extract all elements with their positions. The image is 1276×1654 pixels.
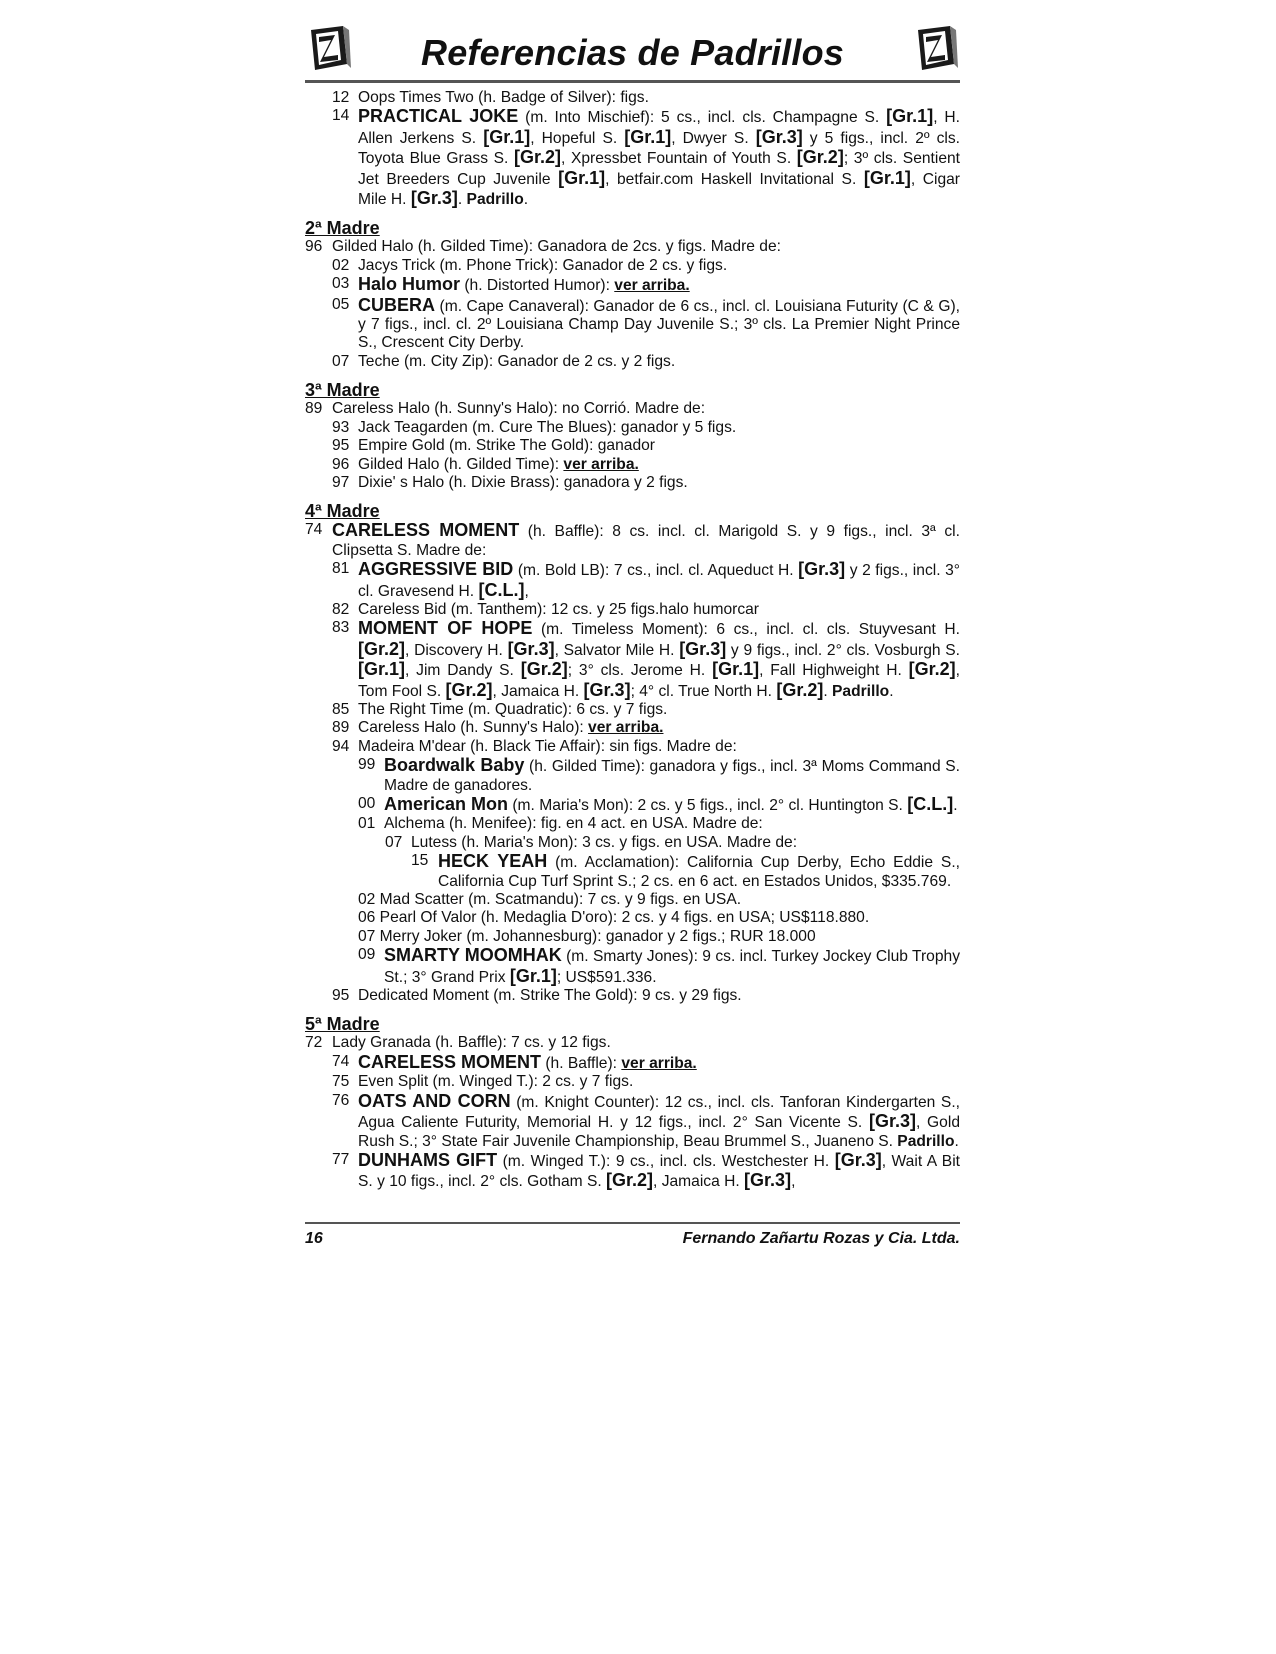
list-item: 75 Even Split (m. Winged T.): 2 cs. y 7 figs. xyxy=(332,1073,634,1091)
list-item: 76 OATS AND CORN (m. Knight Counter): 12 cs., incl. cls. Tanforan Kindergarten S., Agua Caliente Futurity, Memorial H. y 12 figs., incl. 2° San Vicente S. [Gr.3], Gold Rush S.; 3° State Fair Juvenile Championship, Beau Brummel S., Juaneno S. Padrillo. xyxy=(332,1090,960,1150)
list-item: 85 The Right Time (m. Quadratic): 6 cs. y 7 figs. xyxy=(332,700,668,718)
list-item: 15 HECK YEAH (m. Acclamation): California Cup Derby, Echo Eddie S., California Cup Turf Sprint S.; 2 cs. en 6 act. en Estados Unidos, $335.769. xyxy=(411,851,960,890)
page xyxy=(305,20,960,1192)
list-item: 07 Teche (m. City Zip): Ganador de 2 cs. y 2 figs. xyxy=(332,352,676,370)
list-item: 96 Gilded Halo (h. Gilded Time): Ganadora de 2cs. y figs. Madre de: xyxy=(305,238,781,256)
list-item: 81 AGGRESSIVE BID (m. Bold LB): 7 cs., incl. cl. Aqueduct H. [Gr.3] y 2 figs., incl. 3° cl. Gravesend H. [C.L.], xyxy=(332,559,961,600)
section-heading: 2ª Madre xyxy=(305,218,380,239)
list-item: 77 DUNHAMS GIFT (m. Winged T.): 9 cs., incl. cls. Westchester H. [Gr.3], Wait A Bit S. y 10 figs., incl. 2° cls. Gotham S. [Gr.2], Jamaica H. [Gr.3], xyxy=(332,1149,960,1191)
list-item: 94 Madeira M'dear (h. Black Tie Affair): sin figs. Madre de: xyxy=(332,737,737,755)
company-name: Fernando Zañartu Rozas y Cia. Ltda. xyxy=(682,1230,960,1247)
list-item: 02 Jacys Trick (m. Phone Trick): Ganador de 2 cs. y figs. xyxy=(332,256,728,274)
pedigree-content xyxy=(305,83,960,1192)
list-item: 06 Pearl Of Valor (h. Medaglia D'oro): 2 cs. y 4 figs. en USA; US$118.880. xyxy=(358,909,870,927)
list-item: 99 Boardwalk Baby (h. Gilded Time): ganadora y figs., incl. 3ª Moms Command S. Madre de ganadores. xyxy=(358,755,961,794)
page-header xyxy=(305,20,960,83)
list-item: 01 Alchema (h. Menifee): fig. en 4 act. en USA. Madre de: xyxy=(358,815,763,833)
list-item: 72 Lady Granada (h. Baffle): 7 cs. y 12 figs. xyxy=(305,1034,611,1052)
list-item: 07 Lutess (h. Maria's Mon): 3 cs. y figs. en USA. Madre de: xyxy=(385,833,798,851)
list-item: 82 Careless Bid (m. Tanthem): 12 cs. y 25 figs.halo humorcar xyxy=(332,600,759,618)
page-title: Referencias de Padrillos xyxy=(421,32,844,73)
list-item: 00 American Mon (m. Maria's Mon): 2 cs. y 5 figs., incl. 2° cl. Huntington S. [C.L.]. xyxy=(358,794,958,814)
list-item: 97 Dixie' s Halo (h. Dixie Brass): ganadora y 2 figs. xyxy=(332,473,688,491)
list-item: 03 Halo Humor (h. Distorted Humor): ver arriba. xyxy=(332,274,690,295)
list-item: 74 CARELESS MOMENT (h. Baffle): 8 cs. incl. cl. Marigold S. y 9 figs., incl. 3ª cl. Clipsetta S. Madre de: xyxy=(305,520,960,559)
list-item: 74 CARELESS MOMENT (h. Baffle): ver arriba. xyxy=(332,1051,697,1072)
list-item: 09 SMARTY MOOMHAK (m. Smarty Jones): 9 cs. incl. Turkey Jockey Club Trophy St.; 3° Grand Prix [Gr.1]; US$591.336. xyxy=(358,945,960,986)
brand-logo-icon xyxy=(914,24,958,72)
list-item: 96 Gilded Halo (h. Gilded Time): ver arriba. xyxy=(332,455,639,473)
list-item: 02 Mad Scatter (m. Scatmandu): 7 cs. y 9 figs. en USA. xyxy=(358,891,742,909)
list-item: 95 Empire Gold (m. Strike The Gold): ganador xyxy=(332,437,655,455)
list-item: 95 Dedicated Moment (m. Strike The Gold): 9 cs. y 29 figs. xyxy=(332,987,742,1005)
list-item: 12 Oops Times Two (h. Badge of Silver): figs. xyxy=(332,89,649,106)
list-item: 93 Jack Teagarden (m. Cure The Blues): ganador y 5 figs. xyxy=(332,418,737,436)
page-footer xyxy=(305,1222,960,1252)
list-item: 07 Merry Joker (m. Johannesburg): ganador y 2 figs.; RUR 18.000 xyxy=(358,927,816,945)
section-heading: 5ª Madre xyxy=(305,1014,380,1035)
list-item: 89 Careless Halo (h. Sunny's Halo): ver arriba. xyxy=(332,719,664,737)
list-item: 05 CUBERA (m. Cape Canaveral): Ganador de 6 cs., incl. cl. Louisiana Futurity (C & G), y 7 figs., incl. cl. 2º Louisiana Champ Day Juvenile S.; 3º cls. La Premier Night Prince S., Crescent City Derby. xyxy=(332,294,960,352)
section-heading: 3ª Madre xyxy=(305,380,380,401)
list-item: 83 MOMENT OF HOPE (m. Timeless Moment): 6 cs., incl. cl. cls. Stuyvesant H. [Gr.2], Discovery H. [Gr.3], Salvator Mile H. [Gr.3] y 9 figs., incl. 2° cls. Vosburgh S. [Gr.1], Jim Dandy S. [Gr.2]; 3° cls. Jerome H. [Gr.1], Fall Highweight H. [Gr.2], Tom Fool S. [Gr.2], Jamaica H. [Gr.3]; 4° cl. True North H. [Gr.2]. Padrillo. xyxy=(332,618,961,700)
list-item: 14 PRACTICAL JOKE (m. Into Mischief): 5 cs., incl. cls. Champagne S. [Gr.1], H. Allen Jerkens S. [Gr.1], Hopeful S. [Gr.1], Dwyer S. [Gr.3] y 5 figs., incl. 2º cls. Toyota Blue Grass S. [Gr.2], Xpressbet Fountain of Youth S. [Gr.2]; 3º cls. Sentient Jet Breeders Cup Juvenile [Gr.1], betfair.com Haskell Invitational S. [Gr.1], Cigar Mile H. [Gr.3]. Padrillo. xyxy=(332,106,961,209)
page-number: 16 xyxy=(305,1230,323,1247)
section-heading: 4ª Madre xyxy=(305,501,380,522)
list-item: 89 Careless Halo (h. Sunny's Halo): no Corrió. Madre de: xyxy=(305,400,706,418)
